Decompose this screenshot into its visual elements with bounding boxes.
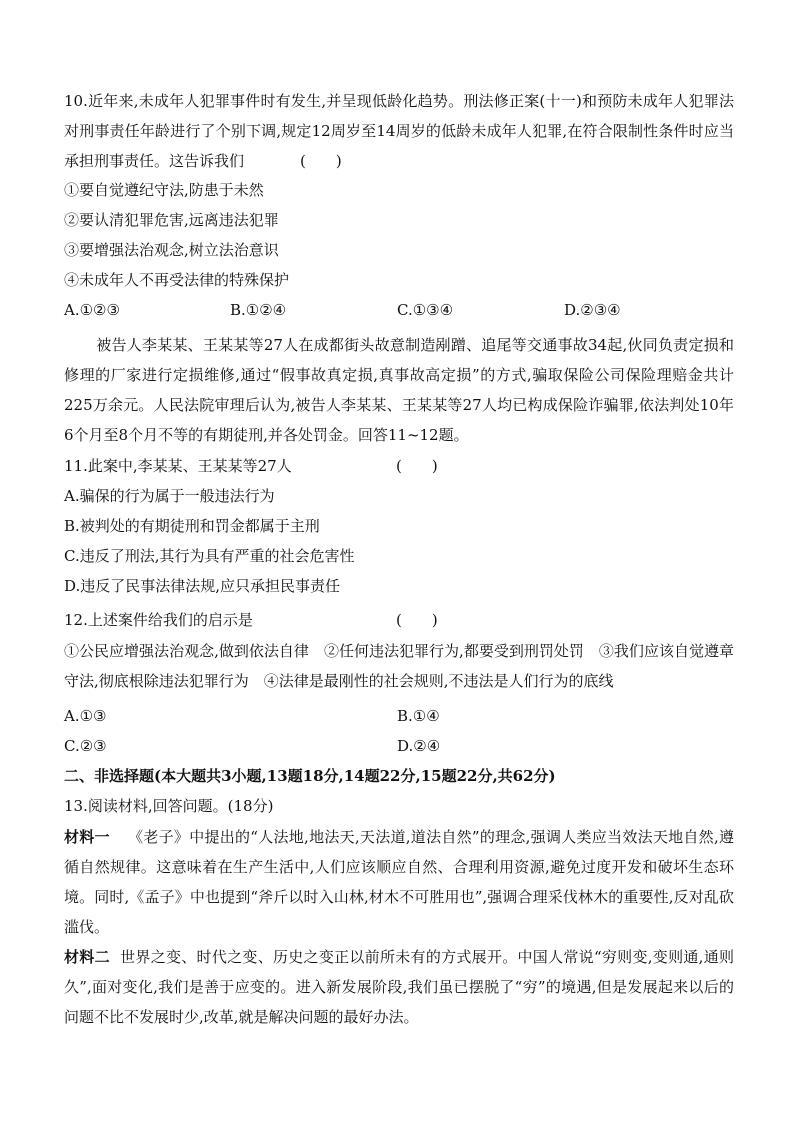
question-11-option-b: B.被判处的有期徒刑和罚金都属于主刑: [64, 517, 320, 535]
answer-bracket: ( ): [300, 152, 342, 170]
question-10-stem: [64, 86, 734, 176]
material-2: [64, 942, 734, 1032]
material-1: [64, 822, 734, 942]
question-10-option-d: D.②③④: [564, 301, 621, 319]
question-12-stem: [64, 610, 253, 630]
material-2-label: 材料二: [64, 948, 110, 966]
question-10-text: 10.近年来,未成年人犯罪事件时有发生,并呈现低龄化趋势。刑法修正案(十一)和预防未成年人犯罪法对刑事责任年龄进行了个别下调,规定12周岁至14周岁的低龄未成年人犯罪,在符合限制性条件时应当承担刑事责任。这告诉我们: [64, 92, 734, 170]
question-12-option-c: C.②③: [64, 737, 107, 755]
question-12-option-b: B.①④: [397, 707, 440, 725]
question-11-option-c: C.违反了刑法,其行为具有严重的社会危害性: [64, 547, 355, 565]
material-2-text: 世界之变、时代之变、历史之变正以前所未有的方式展开。中国人常说“穷则变,变则通,通则久”,面对变化,我们是善于应变的。进入新发展阶段,我们虽已摆脱了“穷”的境遇,但是发展起来以后的问题不比不发展时少,改革,就是解决问题的最好办法。: [64, 948, 734, 1026]
question-10-item: ②要认清犯罪危害,远离违法犯罪: [64, 211, 279, 229]
question-10-option-a: A.①②③: [64, 301, 120, 319]
question-11-option-a: A.骗保的行为属于一般违法行为: [64, 487, 275, 505]
question-12-option-d: D.②④: [397, 737, 441, 755]
case-paragraph: [64, 330, 734, 450]
case-text: 被告人李某某、王某某等27人在成都街头故意制造剐蹭、追尾等交通事故34起,伙同负责定损和修理的厂家进行定损维修,通过“假事故真定损,真事故高定损”的方式,骗取保险公司保险理赔金共计225万余元。人民法院审理后认为,被告人李某某、王某某等27人均已构成保险诈骗罪,依法判处10年6个月至8个月不等的有期徒刑,并各处罚金。回答11~12题。: [64, 336, 734, 444]
material-1-text: 《老子》中提出的“人法地,地法天,天法道,道法自然”的理念,强调人类应当效法天地自然,遵循自然规律。这意味着在生产生活中,人们应该顺应自然、合理利用资源,避免过度开发和破坏生态环境。同时,《孟子》中也提到“斧斤以时入山林,材木不可胜用也”,强调合理采伐林木的重要性,反对乱砍滥伐。: [64, 828, 734, 936]
question-10-item: ④未成年人不再受法律的特殊保护: [64, 271, 290, 289]
question-12-text: 12.上述案件给我们的启示是: [64, 611, 253, 629]
answer-bracket: ( ): [396, 611, 438, 629]
answer-bracket: ( ): [396, 457, 438, 475]
section-heading: 二、非选择题(本大题共3小题,13题18分,14题22分,15题22分,共62分): [64, 767, 556, 785]
question-11-text: 11.此案中,李某某、王某某等27人: [64, 457, 292, 475]
question-10-option-b: B.①②④: [230, 301, 287, 319]
question-10-item: ③要增强法治观念,树立法治意识: [64, 241, 279, 259]
question-10-item: ①要自觉遵纪守法,防患于未然: [64, 181, 264, 199]
question-11-stem: [64, 456, 292, 476]
question-10-option-c: C.①③④: [397, 301, 454, 319]
question-11-option-d: D.违反了民事法律法规,应只承担民事责任: [64, 577, 341, 595]
question-12-items: ①公民应增强法治观念,做到依法自律 ②任何违法犯罪行为,都要受到刑罚处罚 ③我们应该自觉遵章守法,彻底根除违法犯罪行为 ④法律是最刚性的社会规则,不违法是人们行为的底线: [64, 642, 734, 690]
question-12-option-a: A.①③: [64, 707, 107, 725]
question-13-stem: 13.阅读材料,回答问题。(18分): [64, 797, 274, 815]
material-1-label: 材料一: [64, 828, 110, 846]
